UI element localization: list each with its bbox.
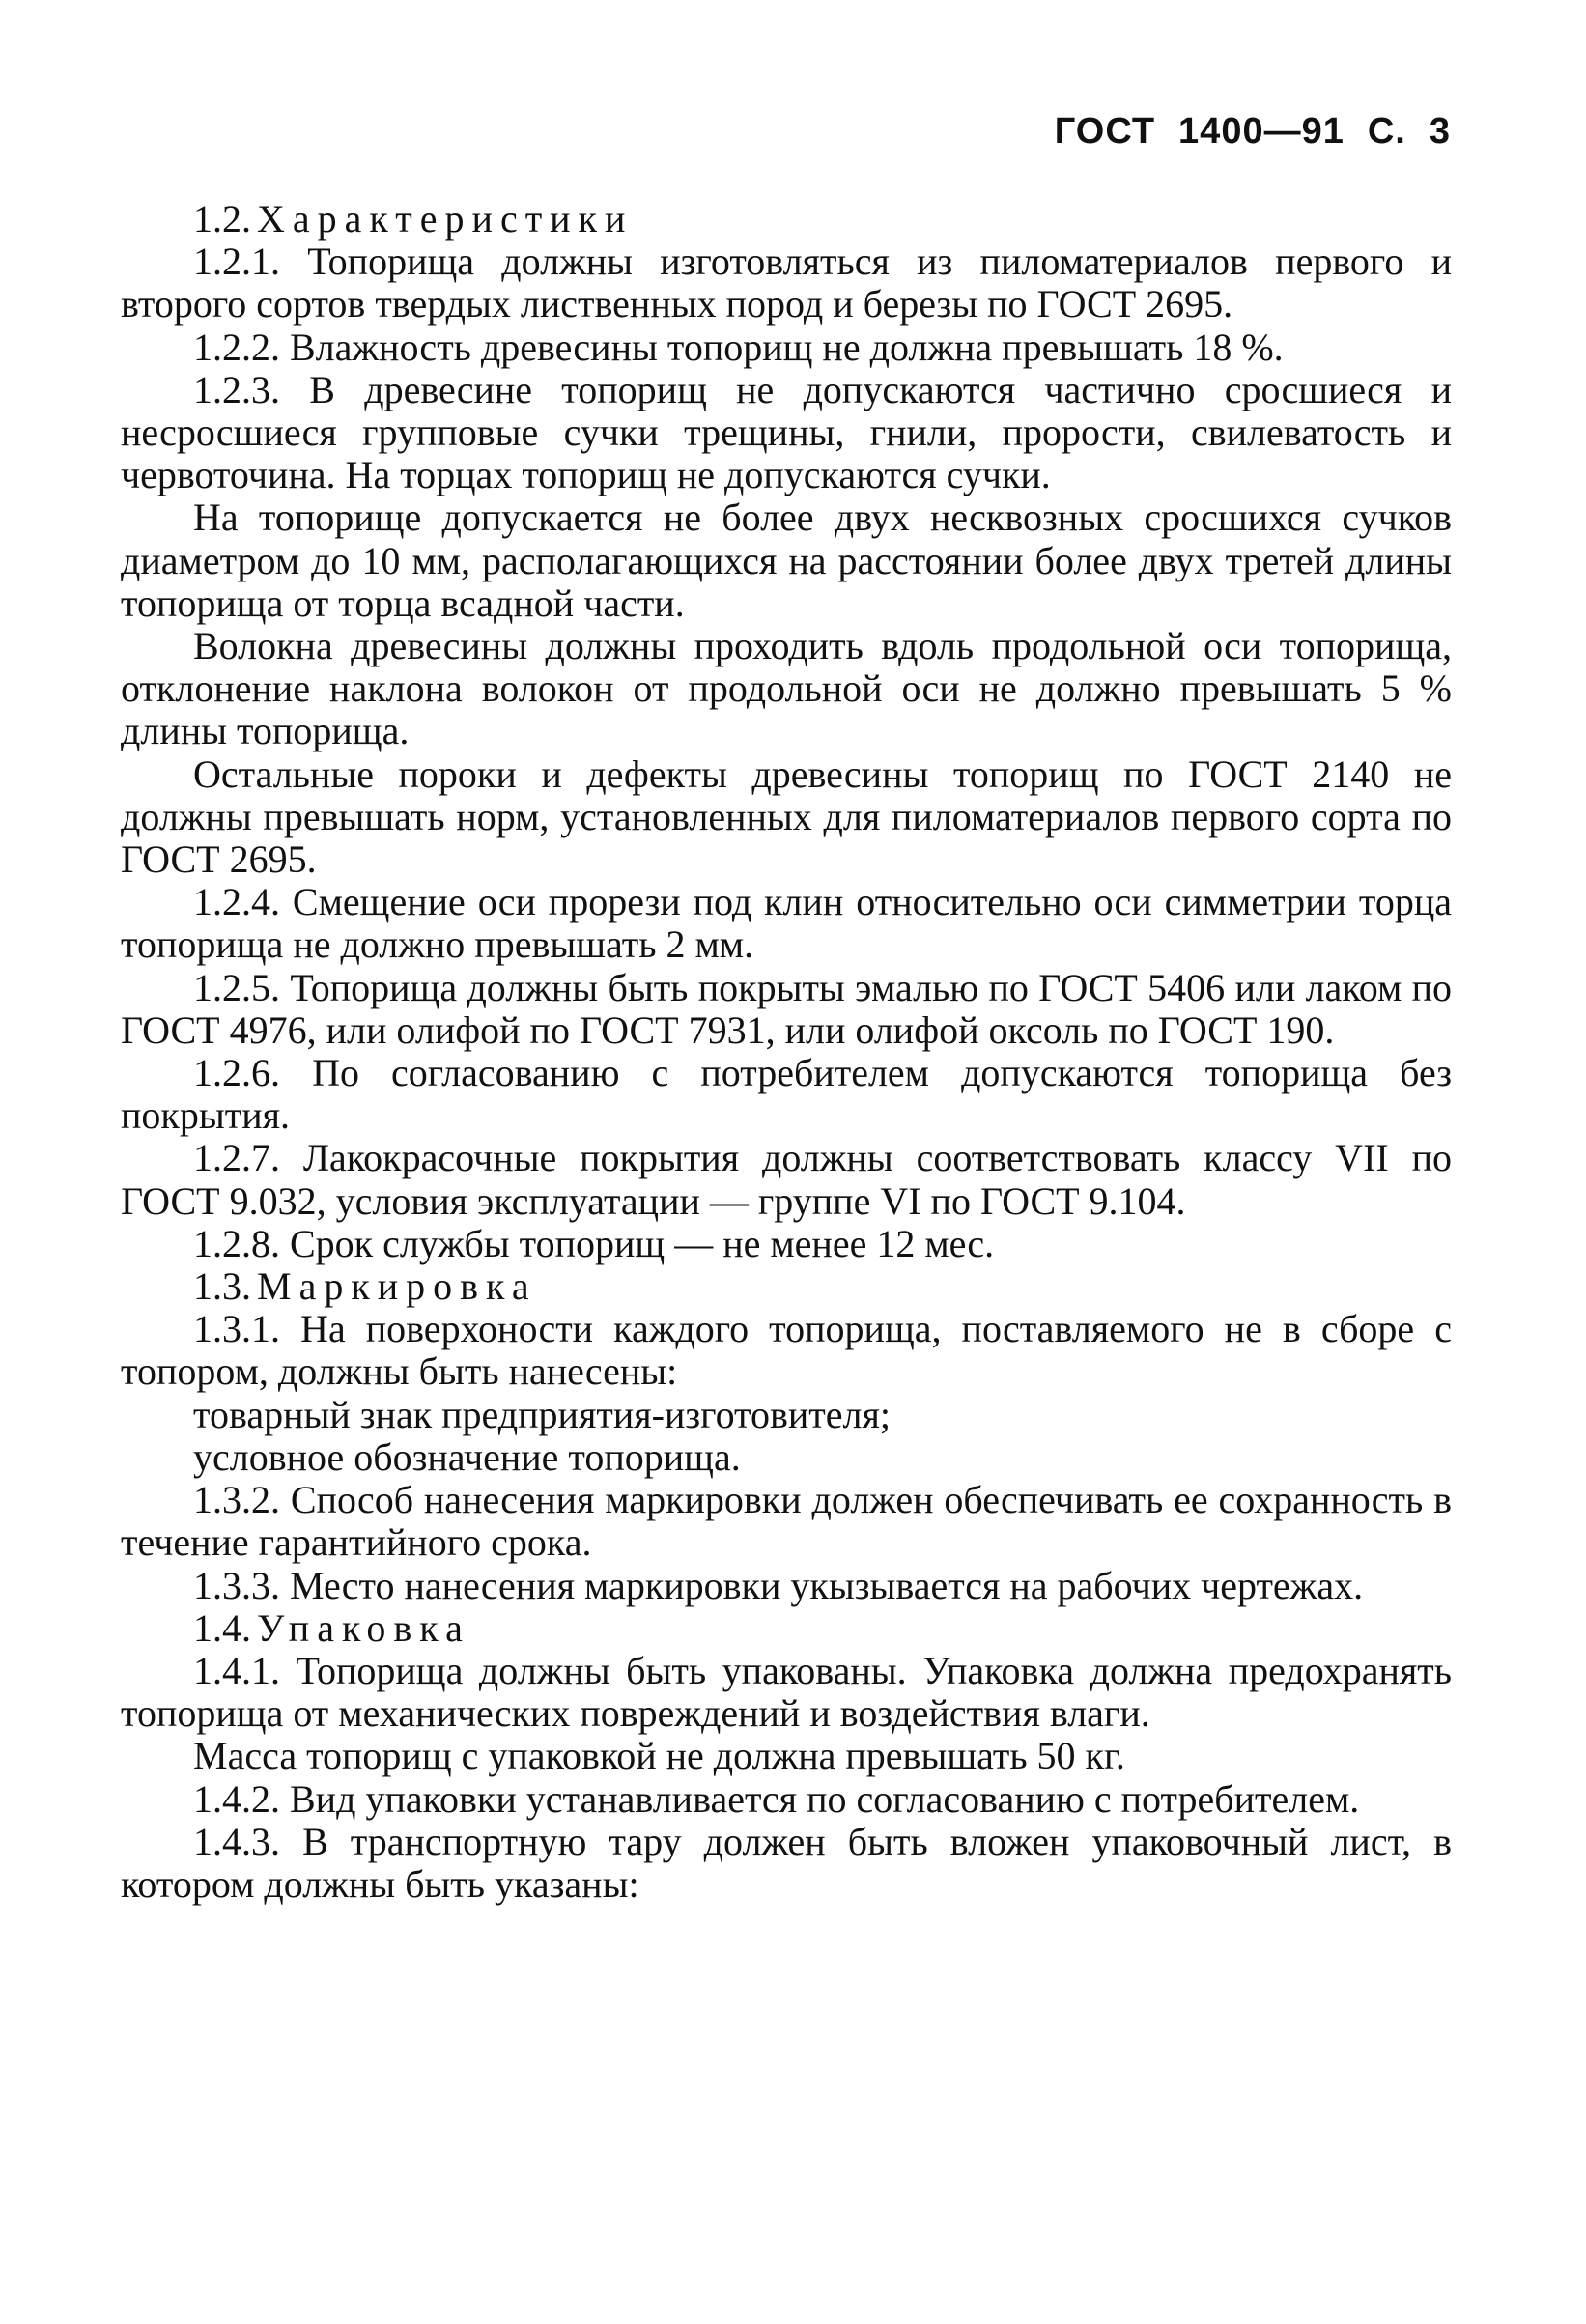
document-body [121,198,1452,1906]
section-title: Характеристики [257,197,634,241]
paragraph: 1.2.8. Срок службы топорищ — не менее 12 мес. [193,1221,995,1265]
paragraph: 1.2.6. По согласованию с потребителем допускаются топорища без покрытия. [121,1051,1452,1138]
paragraph: 1.2.3. В древесине топорищ не допускаются частично сросшиеся и несросшиеся групповые сучки трещины, гнили, прорости, свилеватость и червоточина. На торцах топорищ не допускаются сучки. [121,367,1452,497]
section-number: 1.2. [193,197,251,241]
paragraph: 1.3.2. Способ нанесения маркировки должен обеспечивать ее сохранность в течение гарантийного срока. [121,1478,1452,1565]
standard-label: ГОСТ [1054,111,1156,152]
paragraph: 1.2.2. Влажность древесины топорищ не должна превышать 18 %. [193,325,1284,369]
paragraph: Остальные пороки и дефекты древесины топорищ по ГОСТ 2140 не должны превышать норм, установленных для пиломатериалов первого сорта по ГОСТ 2695. [121,751,1452,882]
paragraph: 1.2.7. Лакокрасочные покрытия должны соответствовать классу VII по ГОСТ 9.032, условия эксплуатации — группе VI по ГОСТ 9.104. [121,1136,1452,1223]
running-header [1055,112,1451,151]
section-number: 1.3. [193,1264,251,1309]
section-title: Маркировка [257,1264,537,1309]
list-item: условное обозначение топорища. [193,1434,741,1479]
paragraph: 1.2.4. Смещение оси прорези под клин относительно оси симметрии торца топорища не должно превышать 2 мм. [121,880,1452,967]
paragraph: 1.3.1. На поверхоности каждого топорища, поставляемого не в сборе с топором, должны быть нанесены: [121,1307,1452,1394]
paragraph: Волокна древесины должны проходить вдоль продольной оси топорища, отклонение наклона волокон от продольной оси не должно превышать 5 % длины топорища. [121,624,1452,753]
page-number: 3 [1429,111,1451,152]
paragraph: 1.2.1. Топорища должны изготовляться из пиломатериалов первого и второго сортов твердых лиственных пород и березы по ГОСТ 2695. [121,240,1452,326]
paragraph: Масса топорищ с упаковкой не должна превышать 50 кг. [193,1734,1125,1778]
paragraph: 1.4.1. Топорища должны быть упакованы. Упаковка должна предохранять топорища от механических повреждений и воздействия влаги. [121,1648,1452,1736]
paragraph: На топорище допускается не более двух несквозных сросшихся сучков диаметром до 10 мм, располагающихся на расстоянии более двух третей длины топорища от торца всадной части. [121,496,1452,625]
paragraph: 1.4.3. В транспортную тару должен быть вложен упаковочный лист, в котором должны быть указаны: [121,1819,1452,1906]
list-item: товарный знак предприятия-изготовителя; [193,1392,891,1436]
section-number: 1.4. [193,1605,251,1650]
paragraph: 1.4.2. Вид упаковки устанавливается по согласованию с потребителем. [193,1776,1360,1821]
section-title: Упаковка [257,1605,470,1650]
page-label: С. [1367,111,1406,152]
paragraph: 1.2.5. Топорища должны быть покрыты эмалью по ГОСТ 5406 или лаком по ГОСТ 4976, или олифой по ГОСТ 7931, или олифой оксоль по ГОСТ 190. [121,965,1452,1052]
paragraph: 1.3.3. Место нанесения маркировки укызывается на рабочих чертежах. [193,1563,1364,1607]
section-heading [121,1607,1452,1650]
section-heading [121,1265,1452,1308]
section-heading [121,198,1452,241]
standard-number: 1400—91 [1178,111,1345,152]
